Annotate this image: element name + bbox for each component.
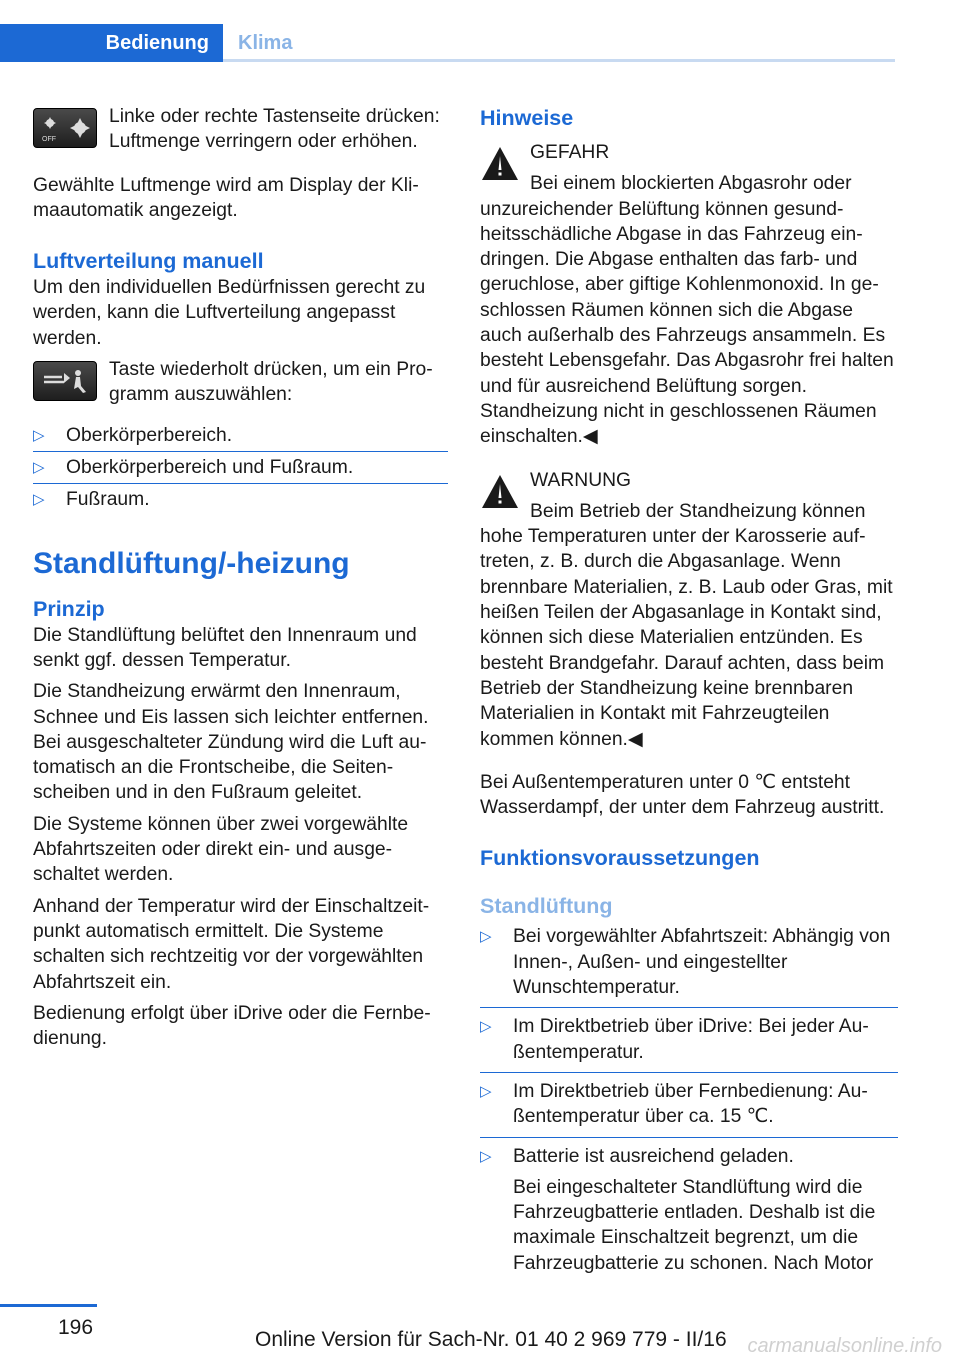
watermark: carmanualsonline.info <box>747 1335 942 1357</box>
fan-instruction: Linke oder rechte Tastenseite drücken: Luftmenge verringern oder erhöhen. <box>109 106 440 153</box>
danger-label: GEFAHR <box>530 142 610 163</box>
air-distribution-button-icon <box>33 361 97 401</box>
tab-bedienung: Bedienung <box>0 24 223 62</box>
requirements-list <box>480 924 898 1276</box>
danger-text: Bei einem blockierten Abgasrohr oder unzureichender Belüftung können gesundheitsschädliche Abgase in das Fahrzeug eindringen. Die Abgase enthalten das farb- und geruchlose, aber giftige Kohlenmonoxid. In geschlossen Räumen können sich die Abgase auch außerhalb des Fahrzeugs ansammeln. Es besteht Lebensgefahr. Das Abgasrohr frei halten und für ausreichend Belüftung sorgen. Standheizung nicht in geschlossenen Räumen einschalten.◀ <box>480 173 894 448</box>
heading-hinweise: Hinweise <box>480 106 574 130</box>
header-rule <box>223 59 895 62</box>
triangle-bullet-icon: ▷ <box>33 426 45 444</box>
list-item: ▷ Oberkörperbereich und Fußraum. <box>33 455 448 487</box>
fan-block <box>33 104 448 155</box>
paragraph: Bedienung erfolgt über iDrive oder die Fernbedienung. <box>33 1002 431 1050</box>
warning-triangle-icon <box>480 144 520 184</box>
heading-standlueftung: Standlüftung <box>480 894 613 919</box>
list-divider <box>480 1007 898 1008</box>
warning-text: Beim Betrieb der Standheizung können hohe Temperaturen unter der Karosserie auftreten, z. B. durch die Abgasanlage. Wenn brennbare Materialien, z. B. Laub oder Gras, mit heißen Teilen der Abgasanlage in Kontakt sind, können sich diese Materialien entzünden. Es besteht Brandgefahr. Darauf achten, dass beim Betrieb der Standheizung keine brennbaren Materialien in Kontakt mit Fahrzeugteilen kommen können.◀ <box>480 500 893 750</box>
list-item: ▷ Fußraum. <box>33 487 448 519</box>
online-version-footer: Online Version für Sach-Nr. 01 40 2 969 779 - II/16 <box>255 1328 727 1351</box>
list-divider <box>480 1137 898 1138</box>
list-item: ▷ Oberkörperbereich. <box>33 423 448 455</box>
warning-note <box>480 468 898 752</box>
triangle-bullet-icon: ▷ <box>33 490 45 508</box>
page-number: 196 <box>58 1316 94 1339</box>
list-item: ▷ Bei vorgewählter Abfahrtszeit: Abhängig von Innen-, Außen- und eingestellter Wunschtemperatur. <box>480 924 898 1014</box>
list-item: ▷ Batterie ist ausreichend geladen. Bei eingeschalteter Standlüftung wird die Fahrzeugbatterie entladen. Deshalb ist die maximale Einschaltzeit begrenzt, um die Fahrzeugbatterie zu schonen. Nach Motor <box>480 1144 898 1276</box>
warning-triangle-icon <box>480 472 520 512</box>
taste-instruction: Taste wiederholt drücken, um ein Programm auszuwählen: <box>109 359 433 406</box>
battery-note: Bei eingeschalteter Standlüftung wird die Fahrzeugbatterie entladen. Deshalb ist die maximale Einschaltzeit begrenzt, um die Fahrzeugbatterie zu schonen. Nach Motor <box>513 1176 876 1274</box>
triangle-bullet-icon: ▷ <box>480 1147 492 1165</box>
triangle-bullet-icon: ▷ <box>33 458 45 476</box>
fan-off-button-icon <box>33 108 97 148</box>
right-column <box>480 104 898 1276</box>
warning-label: WARNUNG <box>530 469 632 491</box>
paragraph: Anhand der Temperatur wird der Einschaltzeitpunkt automatisch ermittelt. Die Systeme schalten sich rechtzeitig vor der vorgewählten Abfahrtszeit ein. <box>33 895 430 993</box>
header-tabs <box>0 24 895 62</box>
list-divider <box>33 483 448 484</box>
svg-text:OFF: OFF <box>42 136 56 143</box>
danger-note <box>480 140 898 450</box>
airflow-block <box>33 357 448 408</box>
paragraph: Die Standlüftung belüftet den Innenraum und senkt ggf. dessen Temperatur. <box>33 624 417 671</box>
heading-luftverteilung: Luftverteilung manuell <box>33 249 264 274</box>
triangle-bullet-icon: ▷ <box>480 928 492 946</box>
page-number-rule <box>0 1304 97 1307</box>
heading-prinzip: Prinzip <box>33 596 105 621</box>
list-divider <box>33 451 448 452</box>
luftverteilung-text: Um den individuellen Bedürfnissen gerecht zu werden, kann die Luftverteilung angepasst werden. <box>33 277 426 349</box>
list-item: ▷ Im Direktbetrieb über Fernbedienung: Außentemperatur über ca. 15 ℃. <box>480 1079 898 1144</box>
tab-klima: Klima <box>238 32 293 54</box>
left-column <box>33 104 448 1051</box>
list-item: ▷ Im Direktbetrieb über iDrive: Bei jeder Außentemperatur. <box>480 1014 898 1079</box>
heading-funktionsvoraussetzungen: Funktionsvoraussetzungen <box>480 846 760 871</box>
triangle-bullet-icon: ▷ <box>480 1082 492 1100</box>
paragraph: Die Standheizung erwärmt den Innenraum, Schnee und Eis lassen sich leichter entfernen. Bei ausgeschalteter Zündung wird die Luft automatisch an die Frontscheibe, die Seitenscheiben und in den Fußraum geleitet. <box>33 681 429 804</box>
triangle-bullet-icon: ▷ <box>480 1018 492 1036</box>
heading-standlueftung-heizung: Standlüftung/-heizung <box>33 546 350 580</box>
outside-temperature-text: Bei Außentemperaturen unter 0 ℃ entsteht Wasserdampf, der unter dem Fahrzeug austritt. <box>480 771 885 819</box>
paragraph: Die Systeme können über zwei vorgewählte Abfahrtszeiten oder direkt ein- und ausgeschaltet werden. <box>33 813 409 886</box>
fan-display-text: Gewählte Luftmenge wird am Display der Klimaautomatik angezeigt. <box>33 174 419 221</box>
list-divider <box>480 1072 898 1073</box>
program-list <box>33 423 448 519</box>
